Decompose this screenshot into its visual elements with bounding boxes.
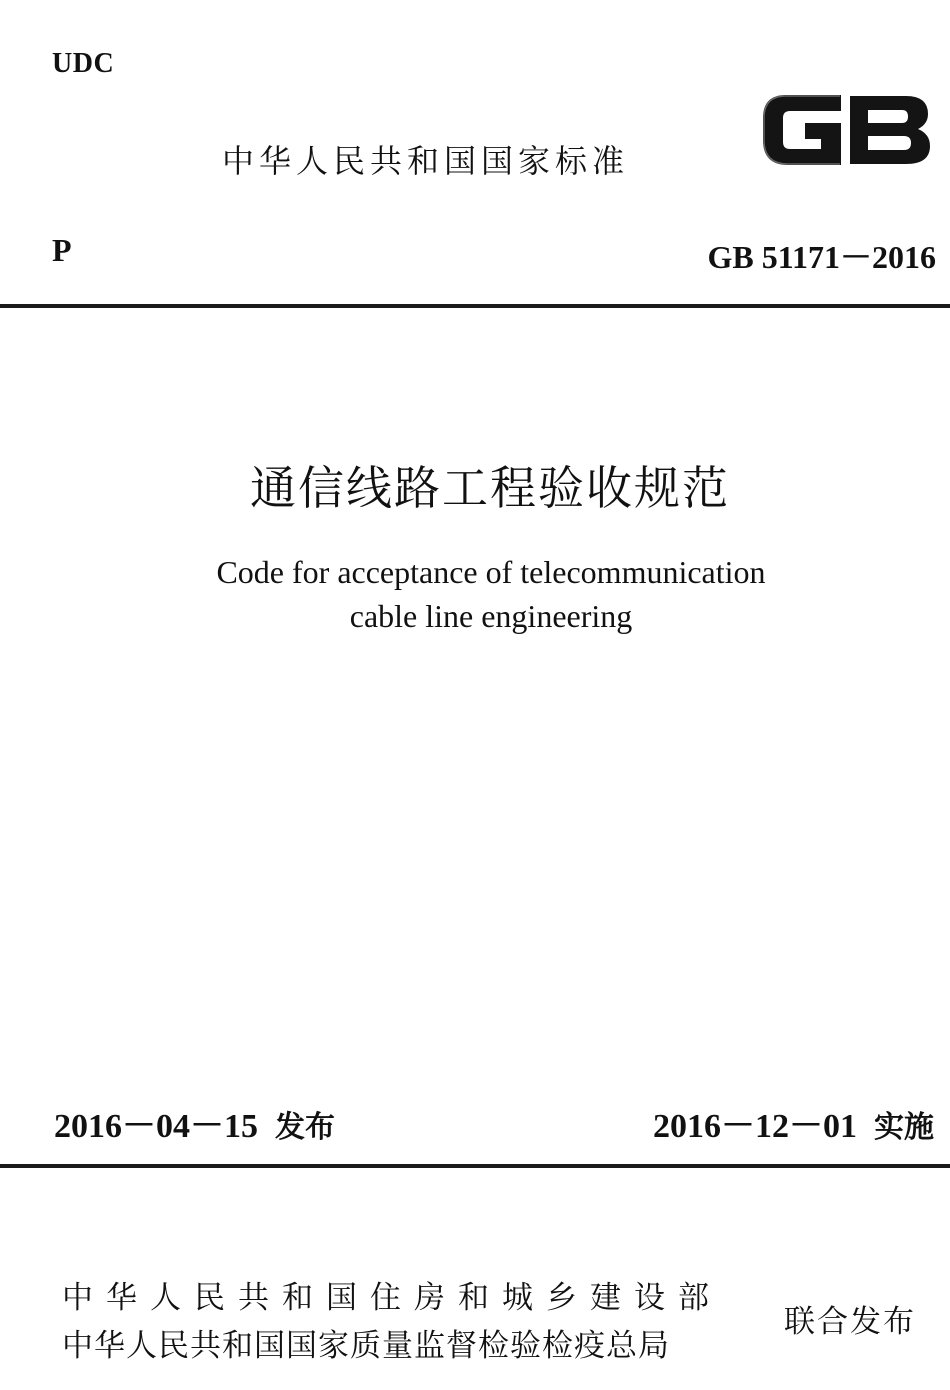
title-english-line1: Code for acceptance of telecommunication <box>216 554 766 590</box>
standard-number: GB 51171－2016 <box>707 239 936 275</box>
effective-label: 实施 <box>874 1110 934 1145</box>
top-divider <box>0 304 950 308</box>
issuer-line-1: 中华人民共和国住房和城乡建设部 <box>62 1280 722 1316</box>
classification-code: P <box>52 232 72 268</box>
publish-date: 2016－04－15 <box>54 1108 258 1145</box>
issuer-line-2: 中华人民共和国国家质量监督检验检疫总局 <box>62 1328 670 1364</box>
publish-date-block <box>54 1098 335 1147</box>
joint-issue-label: 联合发布 <box>784 1304 916 1340</box>
title-english <box>0 550 950 638</box>
bottom-divider <box>0 1164 950 1168</box>
title-chinese: 通信线路工程验收规范 <box>250 461 730 515</box>
title-english-line2: cable line engineering <box>349 598 633 634</box>
udc-label: UDC <box>52 48 115 79</box>
effective-date-block <box>653 1098 934 1147</box>
gb-logo <box>756 82 936 174</box>
publish-label: 发布 <box>275 1110 335 1145</box>
national-standard-heading: 中华人民共和国国家标准 <box>222 142 630 180</box>
effective-date: 2016－12－01 <box>653 1108 857 1145</box>
